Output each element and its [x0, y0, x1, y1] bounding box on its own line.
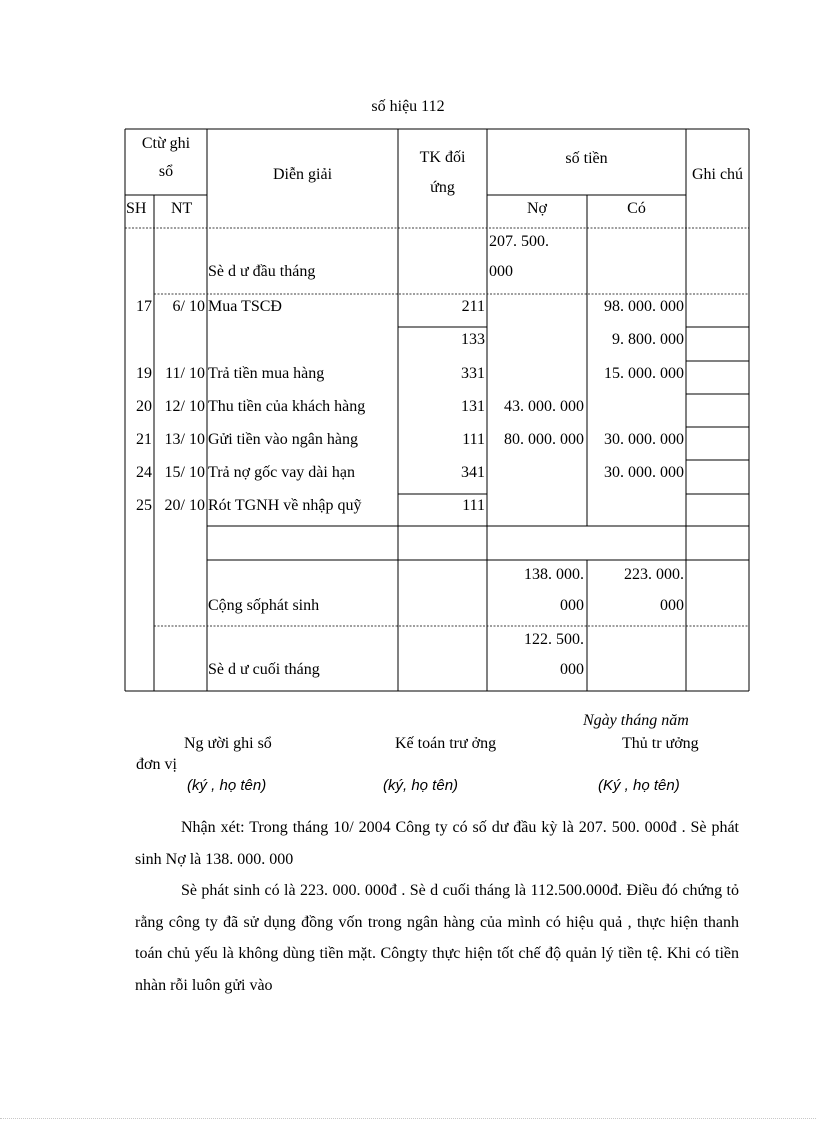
row-sh: 20	[136, 398, 152, 415]
remark-text-2: Sè phát sinh có là 223. 000. 000đ . Sè d cuối tháng là 112.500.000đ. Điều đó chứng tỏ rằng công ty đã sử dụng đồng vốn trong ngân hàng của mình có hiệu quả , thực hiện thanh toán chủ yếu là không dùng tiền mặt. Côngty thực hiện tốt chế độ quản lý tiền tệ. Khi có tiền nhàn rỗi luôn gửi vào	[135, 882, 739, 994]
row-nt: 15/ 10	[164, 464, 205, 481]
row-co: 15. 000. 000	[604, 365, 684, 382]
row-sh: 24	[136, 464, 152, 481]
remark-paragraph-1	[135, 812, 739, 875]
row-co: 30. 000. 000	[604, 431, 684, 448]
header-tk-doi-ung	[398, 148, 487, 198]
header-co: Có	[627, 200, 646, 217]
row-nt: 12/ 10	[164, 398, 205, 415]
signature-accountant-sign: (ký, họ tên)	[383, 777, 459, 794]
row-tk: 133	[461, 331, 485, 348]
header-so-tien: số tiền	[565, 150, 608, 167]
row-tk: 111	[462, 431, 485, 448]
opening-balance-label: Sè d ư đầu tháng	[208, 263, 316, 280]
row-co: 30. 000. 000	[604, 464, 684, 481]
row-sh: 17	[136, 298, 152, 315]
opening-balance-no-line1: 207. 500.	[489, 233, 549, 250]
row-tk: 111	[462, 497, 485, 514]
row-co: 98. 000. 000	[604, 298, 684, 315]
header-chung-tu-line1: Ctừ ghi	[141, 135, 191, 152]
row-nt: 6/ 10	[172, 298, 205, 315]
header-sh: SH	[126, 200, 147, 217]
signature-unit-head-cont: đơn vị	[136, 756, 177, 773]
closing-balance-no-line2: 000	[560, 661, 584, 678]
signature-unit-head: Thủ tr ưởng	[622, 735, 699, 752]
row-tk: 331	[461, 365, 485, 382]
header-tk-line1: TK đối	[419, 149, 466, 166]
row-no: 43. 000. 000	[504, 398, 584, 415]
row-nt: 13/ 10	[164, 431, 205, 448]
row-desc: Trả tiền mua hàng	[208, 365, 325, 382]
closing-balance-no-line1: 122. 500.	[524, 631, 584, 648]
signature-chief-accountant: Kế toán trư ởng	[395, 735, 497, 752]
header-chung-tu	[128, 134, 204, 182]
page-edge-divider	[0, 1118, 816, 1119]
row-desc: Rót TGNH về nhập quỹ	[208, 497, 362, 514]
signature-preparer-sign: (ký , họ tên)	[187, 777, 267, 794]
header-ghi-chu: Ghi chú	[691, 166, 744, 183]
total-label: Cộng sốphát sinh	[208, 597, 320, 614]
account-number-title: số hiệu 112	[371, 98, 445, 115]
row-desc: Trả nợ gốc vay dài hạn	[208, 464, 355, 481]
row-sh: 19	[136, 365, 152, 382]
row-desc: Mua TSCĐ	[208, 298, 282, 315]
row-co: 9. 800. 000	[612, 331, 684, 348]
remark-text-1: Nhận xét: Trong tháng 10/ 2004 Công ty có số dư đầu kỳ là 207. 500. 000đ . Sè phát sinh Nợ là 138. 000. 000	[135, 819, 739, 868]
opening-balance-no-line2: 000	[489, 263, 513, 280]
row-tk: 131	[461, 398, 485, 415]
row-desc: Gửi tiền vào ngân hàng	[208, 431, 358, 448]
header-chung-tu-line2: sổ	[158, 163, 174, 180]
header-nt: NT	[171, 200, 193, 217]
total-co-line2: 000	[660, 597, 684, 614]
signature-date-line: Ngày tháng năm	[583, 712, 689, 729]
header-no: Nợ	[526, 200, 547, 217]
row-nt: 20/ 10	[164, 497, 205, 514]
remark-paragraph-2	[135, 875, 739, 1001]
row-no: 80. 000. 000	[504, 431, 584, 448]
header-tk-line2: ứng	[430, 179, 455, 196]
total-no-line1: 138. 000.	[524, 566, 584, 583]
total-no-line2: 000	[560, 597, 584, 614]
signature-head-sign: (Ký , họ tên)	[598, 777, 680, 794]
header-dien-giai: Diễn giải	[272, 166, 333, 183]
signature-preparer: Ng ười ghi sổ	[184, 735, 272, 752]
row-sh: 25	[136, 497, 152, 514]
row-tk: 341	[461, 464, 485, 481]
row-tk: 211	[461, 298, 485, 315]
closing-balance-label: Sè d ư cuối tháng	[208, 661, 320, 678]
row-desc: Thu tiền của khách hàng	[208, 398, 366, 415]
row-sh: 21	[136, 431, 152, 448]
total-co-line1: 223. 000.	[624, 566, 684, 583]
row-nt: 11/ 10	[165, 365, 205, 382]
